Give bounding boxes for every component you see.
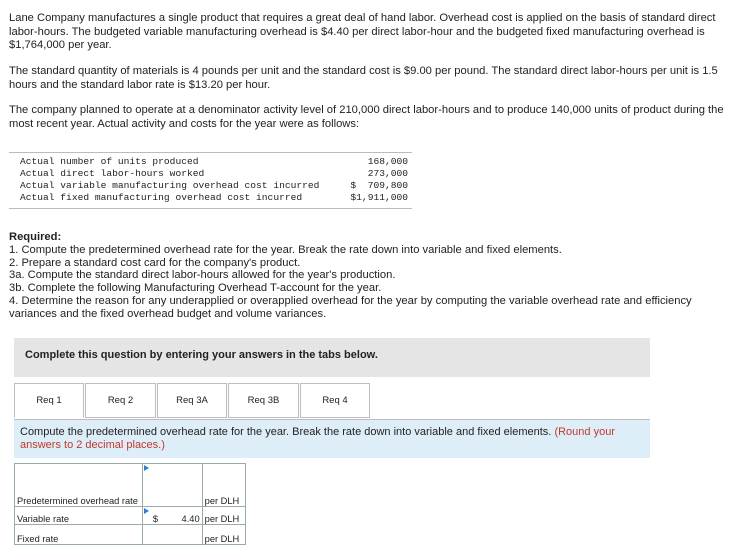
instruction-bar (14, 338, 650, 377)
actuals-table (9, 152, 412, 209)
tab-req-2[interactable] (85, 383, 156, 418)
answer-table (14, 463, 246, 545)
prompt-note: (Round your answers to 2 decimal places.) (20, 426, 615, 451)
tab-label: Req 3A (176, 395, 208, 406)
currency-symbol: $ (152, 514, 159, 524)
actuals-label: Actual variable manufacturing overhead cost incurred (20, 180, 320, 191)
unit-label: per DLH (202, 507, 245, 525)
actuals-value: 168,000 (367, 156, 408, 167)
input-marker-icon (144, 465, 149, 471)
required-item: 4. Determine the reason for any underapplied or overapplied overhead for the year by computing the variable overhead rate and efficiency variances and the fixed overhead budget and volume variances. (9, 294, 692, 320)
variable-rate-input[interactable] (142, 507, 202, 525)
row-label: Variable rate (15, 507, 143, 525)
required-item: 2. Prepare a standard cost card for the company's product. (9, 256, 301, 269)
instruction-text: Complete this question by entering your answers in the tabs below. (25, 349, 378, 361)
required-item: 3b. Complete the following Manufacturing Overhead T-account for the year. (9, 282, 382, 295)
actuals-value: 273,000 (367, 168, 408, 179)
unit-label: per DLH (202, 525, 245, 545)
actuals-row (9, 180, 412, 192)
row-label: Fixed rate (15, 525, 143, 545)
tab-label: Req 4 (322, 395, 348, 406)
required-item: 3a. Compute the standard direct labor-hours allowed for the year's production. (9, 269, 396, 282)
actuals-row (9, 156, 412, 168)
input-marker-icon (144, 508, 149, 514)
tab-req-3a[interactable] (157, 383, 227, 418)
intro-paragraph-2: The standard quantity of materials is 4 pounds per unit and the standard cost is $9.00 per pound. The standard direct labor-hours per unit is 1.5 hours and the standard labor rate is $13.20 per hour. (9, 65, 718, 91)
tab-req-4[interactable] (300, 383, 370, 418)
input-value: 4.40 (181, 514, 200, 524)
unit-label: per DLH (202, 464, 245, 507)
tab-req-1[interactable] (14, 383, 84, 418)
tab-label: Req 1 (36, 395, 62, 406)
answer-row (15, 464, 246, 507)
intro-paragraph-3: The company planned to operate at a denominator activity level of 210,000 direct labor-hours and to produce 140,000 units of product during the most recent year. Actual activity and costs for the year were as follows: (9, 104, 724, 130)
predetermined-rate-input[interactable] (142, 464, 202, 507)
tab-label: Req 2 (107, 395, 134, 406)
actuals-label: Actual number of units produced (20, 156, 199, 167)
actuals-value: $1,911,000 (350, 192, 408, 203)
actuals-label: Actual direct labor-hours worked (20, 168, 205, 179)
answer-row (15, 525, 246, 545)
required-section (9, 231, 725, 321)
actuals-label: Actual fixed manufacturing overhead cost incurred (20, 192, 303, 203)
actuals-row (9, 192, 412, 204)
actuals-row (9, 168, 412, 180)
prompt-text: Compute the predetermined overhead rate for the year. Break the rate down into variable and fixed elements. (20, 426, 552, 438)
actuals-value: $ 709,800 (350, 180, 408, 191)
answer-row (15, 507, 246, 525)
tab-req-3b[interactable] (228, 383, 299, 418)
required-item: 1. Compute the predetermined overhead rate for the year. Break the rate down into variable and fixed elements. (9, 243, 562, 256)
intro-paragraph-1: Lane Company manufactures a single product that requires a great deal of hand labor. Overhead cost is applied on the basis of standard direct labor-hours. The budgeted variable manufacturing overhead is $4.40 per direct labor-hour and the budgeted fixed manufacturing overhead is $1,764,000 per year. (9, 12, 716, 52)
required-heading: Required: (9, 231, 62, 243)
question-prompt (14, 420, 650, 458)
row-label: Predetermined overhead rate (15, 464, 143, 507)
fixed-rate-input[interactable] (142, 525, 202, 545)
tab-label: Req 3B (247, 395, 280, 406)
